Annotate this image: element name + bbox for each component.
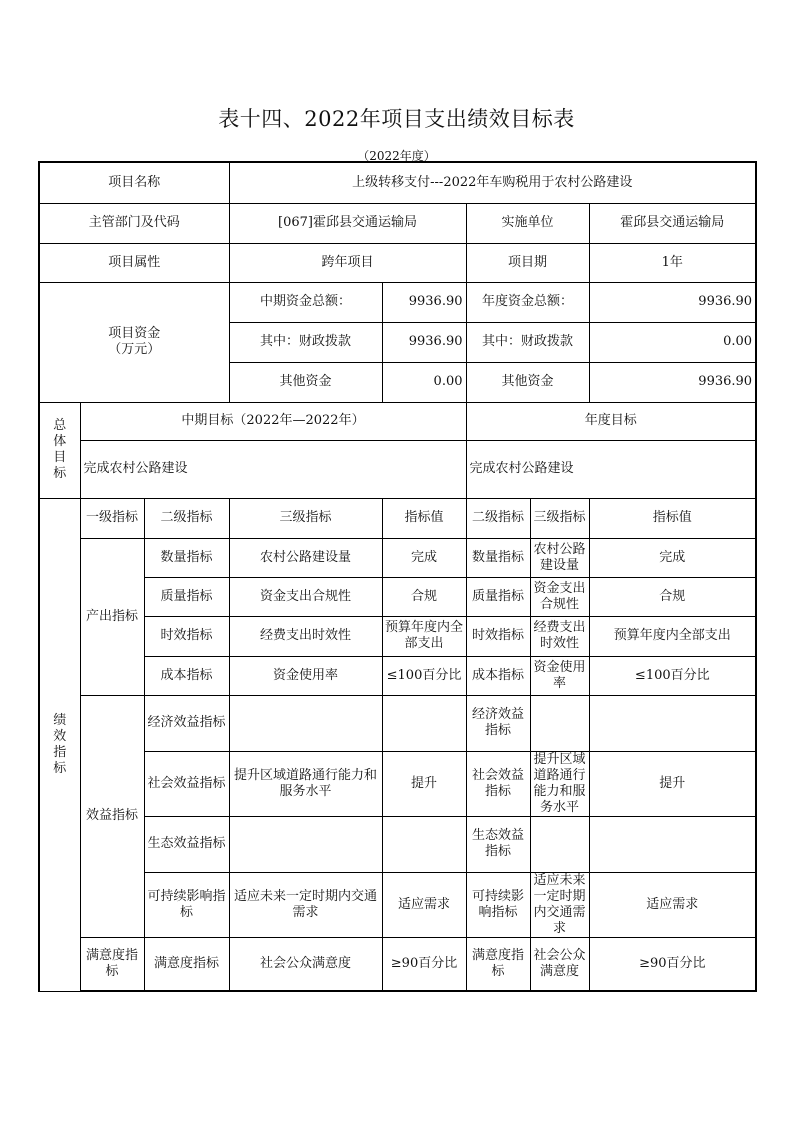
funds-label: 项目资金: [108, 326, 161, 341]
row-value-annual: 适应需求: [589, 872, 756, 937]
row-value-annual: ≥90百分比: [589, 937, 756, 991]
document-title: 表十四、2022年项目支出绩效目标表: [218, 107, 575, 131]
mid-goal-text: 完成农村公路建设: [80, 440, 466, 498]
row-l3-annual: 资金使用率: [530, 656, 589, 695]
row-l3-annual: 农村公路建设量: [530, 538, 589, 577]
header-level2: 二级指标: [144, 498, 229, 538]
row-l3: [229, 816, 382, 872]
row-l2: 可持续影响指标: [144, 872, 229, 937]
performance-indicator-label: [39, 498, 80, 991]
output-indicator-label: 产出指标: [80, 538, 144, 695]
header-level3: 三级指标: [229, 498, 382, 538]
row-l2-annual: 满意度指标: [466, 937, 530, 991]
project-attr-value: 跨年项目: [229, 243, 466, 282]
overall-goal-label-text: 总体目标: [53, 418, 67, 481]
row-l2-annual: 可持续影响指标: [466, 872, 530, 937]
row-value: 提升: [382, 751, 466, 816]
row-value: 合规: [382, 577, 466, 616]
row-value: 完成: [382, 538, 466, 577]
annual-goal-text: 完成农村公路建设: [466, 440, 756, 498]
row-l2-annual: 数量指标: [466, 538, 530, 577]
row-l3-annual: 经费支出时效性: [530, 616, 589, 656]
project-period-value: 1年: [589, 243, 756, 282]
annual-other-label: 其他资金: [466, 362, 589, 402]
mid-fiscal-label: 其中：财政拨款: [229, 322, 382, 362]
row-l3: 农村公路建设量: [229, 538, 382, 577]
project-name-value: 上级转移支付---2022年车购税用于农村公路建设: [229, 162, 756, 203]
row-l3-annual: 资金支出合规性: [530, 577, 589, 616]
mid-goal-header: 中期目标（2022年—2022年）: [80, 402, 466, 440]
project-name-label: 项目名称: [39, 162, 229, 203]
row-l2: 经济效益指标: [144, 695, 229, 751]
row-value-annual: [589, 816, 756, 872]
satisfaction-indicator-label: 满意度指标: [80, 937, 144, 991]
annual-other-value: 9936.90: [589, 362, 756, 402]
mid-other-label: 其他资金: [229, 362, 382, 402]
row-l3: 提升区域道路通行能力和服务水平: [229, 751, 382, 816]
annual-total-value: 9936.90: [589, 282, 756, 322]
row-value-annual: 合规: [589, 577, 756, 616]
impl-unit-label: 实施单位: [466, 203, 589, 243]
performance-target-table: [38, 161, 757, 992]
project-attr-label: 项目属性: [39, 243, 229, 282]
row-l2: 时效指标: [144, 616, 229, 656]
header-level1: 一级指标: [80, 498, 144, 538]
funds-unit: （万元）: [108, 342, 161, 357]
row-l3: 社会公众满意度: [229, 937, 382, 991]
header-level3-annual: 三级指标: [530, 498, 589, 538]
row-l2-annual: 时效指标: [466, 616, 530, 656]
row-l2-annual: 质量指标: [466, 577, 530, 616]
row-value: 适应需求: [382, 872, 466, 937]
mid-total-value: 9936.90: [382, 282, 466, 322]
header-value-annual: 指标值: [589, 498, 756, 538]
row-l3-annual: 提升区域道路通行能力和服务水平: [530, 751, 589, 816]
row-l2: 成本指标: [144, 656, 229, 695]
row-l3: 资金使用率: [229, 656, 382, 695]
row-value-annual: ≤100百分比: [589, 656, 756, 695]
dept-value: [067]霍邱县交通运输局: [229, 203, 466, 243]
performance-indicator-label-text: 绩效指标: [53, 712, 67, 776]
annual-fiscal-value: 0.00: [589, 322, 756, 362]
row-l3-annual: [530, 695, 589, 751]
row-l2-annual: 经济效益指标: [466, 695, 530, 751]
benefit-indicator-label: 效益指标: [80, 695, 144, 937]
row-l2: 数量指标: [144, 538, 229, 577]
row-l2: 生态效益指标: [144, 816, 229, 872]
row-l2: 社会效益指标: [144, 751, 229, 816]
mid-fiscal-value: 9936.90: [382, 322, 466, 362]
row-l2-annual: 生态效益指标: [466, 816, 530, 872]
row-value-annual: 完成: [589, 538, 756, 577]
row-l3: 适应未来一定时期内交通需求: [229, 872, 382, 937]
row-value: [382, 695, 466, 751]
mid-other-value: 0.00: [382, 362, 466, 402]
annual-goal-header: 年度目标: [466, 402, 756, 440]
row-value-annual: [589, 695, 756, 751]
mid-total-label: 中期资金总额：: [229, 282, 382, 322]
header-level2-annual: 二级指标: [466, 498, 530, 538]
row-value-annual: 预算年度内全部支出: [589, 616, 756, 656]
row-l2-annual: 社会效益指标: [466, 751, 530, 816]
row-value: ≤100百分比: [382, 656, 466, 695]
annual-fiscal-label: 其中：财政拨款: [466, 322, 589, 362]
row-l3: 经费支出时效性: [229, 616, 382, 656]
project-period-label: 项目期: [466, 243, 589, 282]
row-value: 预算年度内全部支出: [382, 616, 466, 656]
overall-goal-label: [39, 402, 80, 498]
row-l3: [229, 695, 382, 751]
row-l3-annual: 社会公众满意度: [530, 937, 589, 991]
annual-total-label: 年度资金总额：: [466, 282, 589, 322]
row-l2: 质量指标: [144, 577, 229, 616]
impl-unit-value: 霍邱县交通运输局: [589, 203, 756, 243]
row-l2: 满意度指标: [144, 937, 229, 991]
row-l3-annual: 适应未来一定时期内交通需求: [530, 872, 589, 937]
row-value-annual: 提升: [589, 751, 756, 816]
dept-label: 主管部门及代码: [39, 203, 229, 243]
year-note: （2022年度）: [357, 149, 436, 163]
funds-label-cell: [39, 282, 229, 402]
row-l3-annual: [530, 816, 589, 872]
header-value: 指标值: [382, 498, 466, 538]
row-l3: 资金支出合规性: [229, 577, 382, 616]
row-value: [382, 816, 466, 872]
row-l2-annual: 成本指标: [466, 656, 530, 695]
row-value: ≥90百分比: [382, 937, 466, 991]
